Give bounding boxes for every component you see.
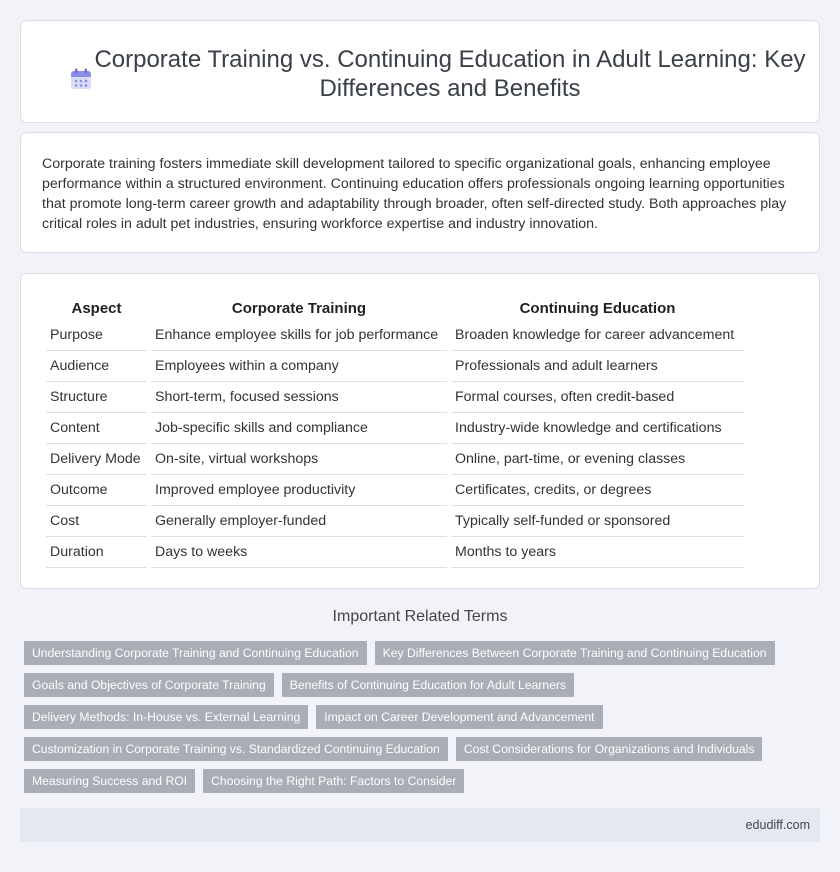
cell-corporate: On-site, virtual workshops [151,444,447,475]
cell-continuing: Broaden knowledge for career advancement [451,320,744,351]
cell-corporate: Employees within a company [151,351,447,382]
cell-corporate: Job-specific skills and compliance [151,413,447,444]
header-aspect: Aspect [71,299,122,317]
cell-corporate: Improved employee productivity [151,475,447,506]
table-row [46,320,744,351]
cell-aspect: Outcome [46,475,147,506]
header-continuing-education: Continuing Education [519,299,676,317]
related-term-tag[interactable]: Choosing the Right Path: Factors to Consider [203,769,464,793]
table-row [46,351,744,382]
table-row [46,506,744,537]
table-row [46,537,744,568]
cell-continuing: Months to years [451,537,744,568]
cell-corporate: Days to weeks [151,537,447,568]
tag-row [24,673,824,697]
cell-aspect: Audience [46,351,147,382]
cell-continuing: Online, part-time, or evening classes [451,444,744,475]
cell-continuing: Formal courses, often credit-based [451,382,744,413]
table-row [46,475,744,506]
cell-aspect: Delivery Mode [46,444,147,475]
tag-row [24,769,824,793]
related-term-tag[interactable]: Key Differences Between Corporate Training and Continuing Education [375,641,775,665]
footer [20,808,820,842]
cell-continuing: Certificates, credits, or degrees [451,475,744,506]
table-header-row [46,292,744,320]
site-name[interactable]: edudiff.com [745,818,810,832]
cell-continuing: Professionals and adult learners [451,351,744,382]
related-terms-tags [24,641,824,801]
intro-paragraph: Corporate training fosters immediate skill development tailored to specific organizational goals, enhancing employee performance within a structured environment. Continuing education offers professionals ongoing learning opportunities that promote long-term career growth and adaptability through broader, often self-directed study. Both approaches play critical roles in adult pet industries, ensuring workforce expertise and industry innovation. [42,156,787,232]
table-row [46,444,744,475]
cell-aspect: Cost [46,506,147,537]
related-term-tag[interactable]: Cost Considerations for Organizations and Individuals [456,737,763,761]
header-corporate-training: Corporate Training [231,299,367,317]
related-term-tag[interactable]: Benefits of Continuing Education for Adult Learners [282,673,574,697]
related-term-tag[interactable]: Impact on Career Development and Advancement [316,705,602,729]
related-term-tag[interactable]: Measuring Success and ROI [24,769,195,793]
cell-continuing: Industry-wide knowledge and certifications [451,413,744,444]
cell-corporate: Generally employer-funded [151,506,447,537]
comparison-table [42,292,748,568]
page-title: Corporate Training vs. Continuing Education in Adult Learning: Key Differences and Benefits [94,46,806,102]
cell-aspect: Content [46,413,147,444]
cell-aspect: Purpose [46,320,147,351]
cell-corporate: Short-term, focused sessions [151,382,447,413]
table-row [46,413,744,444]
table-row [46,382,744,413]
related-term-tag[interactable]: Understanding Corporate Training and Continuing Education [24,641,367,665]
title-card [20,20,820,123]
cell-continuing: Typically self-funded or sponsored [451,506,744,537]
related-term-tag[interactable]: Delivery Methods: In-House vs. External Learning [24,705,308,729]
calendar-icon [69,67,93,91]
related-term-tag[interactable]: Customization in Corporate Training vs. Standardized Continuing Education [24,737,448,761]
tag-row [24,641,824,665]
cell-aspect: Structure [46,382,147,413]
tag-row [24,705,824,729]
tag-row [24,737,824,761]
intro-card [20,132,820,253]
related-term-tag[interactable]: Goals and Objectives of Corporate Training [24,673,274,697]
cell-corporate: Enhance employee skills for job performance [151,320,447,351]
cell-aspect: Duration [46,537,147,568]
related-terms-title: Important Related Terms [332,608,508,625]
comparison-card [20,273,820,589]
